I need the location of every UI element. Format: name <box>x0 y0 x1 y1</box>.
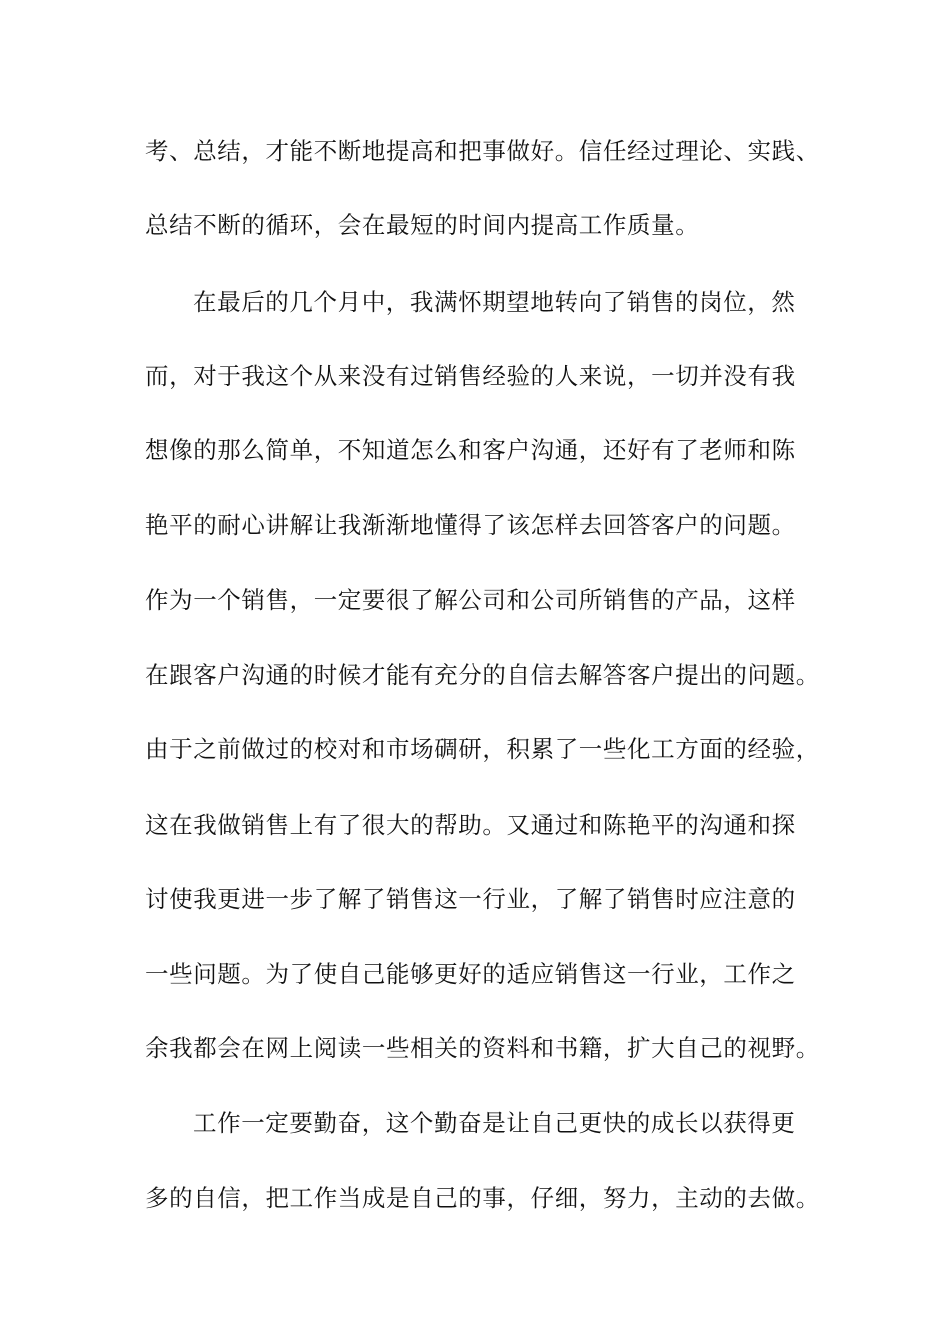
text-line: 这在我做销售上有了很大的帮助。又通过和陈艳平的沟通和探 <box>145 811 796 839</box>
text-line: 想像的那么简单，不知道怎么和客户沟通，还好有了老师和陈 <box>145 436 796 464</box>
paragraph-start-line: 在最后的几个月中，我满怀期望地转向了销售的岗位，然 <box>193 288 796 316</box>
text-line: 在跟客户沟通的时候才能有充分的自信去解答客户提出的问题。 <box>145 661 820 689</box>
paragraph-start-line: 工作一定要勤奋，这个勤奋是让自己更快的成长以获得更 <box>193 1109 796 1137</box>
text-line: 由于之前做过的校对和市场碉研，积累了一些化工方面的经验， <box>145 735 820 763</box>
text-line: 一些问题。为了使自己能够更好的适应销售这一行业，工作之 <box>145 960 796 988</box>
text-line: 而，对于我这个从来没有过销售经验的人来说，一切并没有我 <box>145 362 796 390</box>
text-line: 艳平的耐心讲解让我渐渐地懂得了该怎样去回答客户的问题。 <box>145 511 796 539</box>
text-line: 余我都会在网上阅读一些相关的资料和书籍，扩大自己的视野。 <box>145 1034 820 1062</box>
text-line: 作为一个销售，一定要很了解公司和公司所销售的产品，这样 <box>145 586 796 614</box>
text-line: 多的自信，把工作当成是自己的事，仔细，努力，主动的去做。 <box>145 1184 820 1212</box>
text-line: 总结不断的循环，会在最短的时间内提高工作质量。 <box>145 211 700 239</box>
text-line: 考、总结，才能不断地提高和把事做好。信任经过理论、实践、 <box>145 137 820 165</box>
text-line: 讨使我更进一步了解了销售这一行业，了解了销售时应注意的 <box>145 885 796 913</box>
